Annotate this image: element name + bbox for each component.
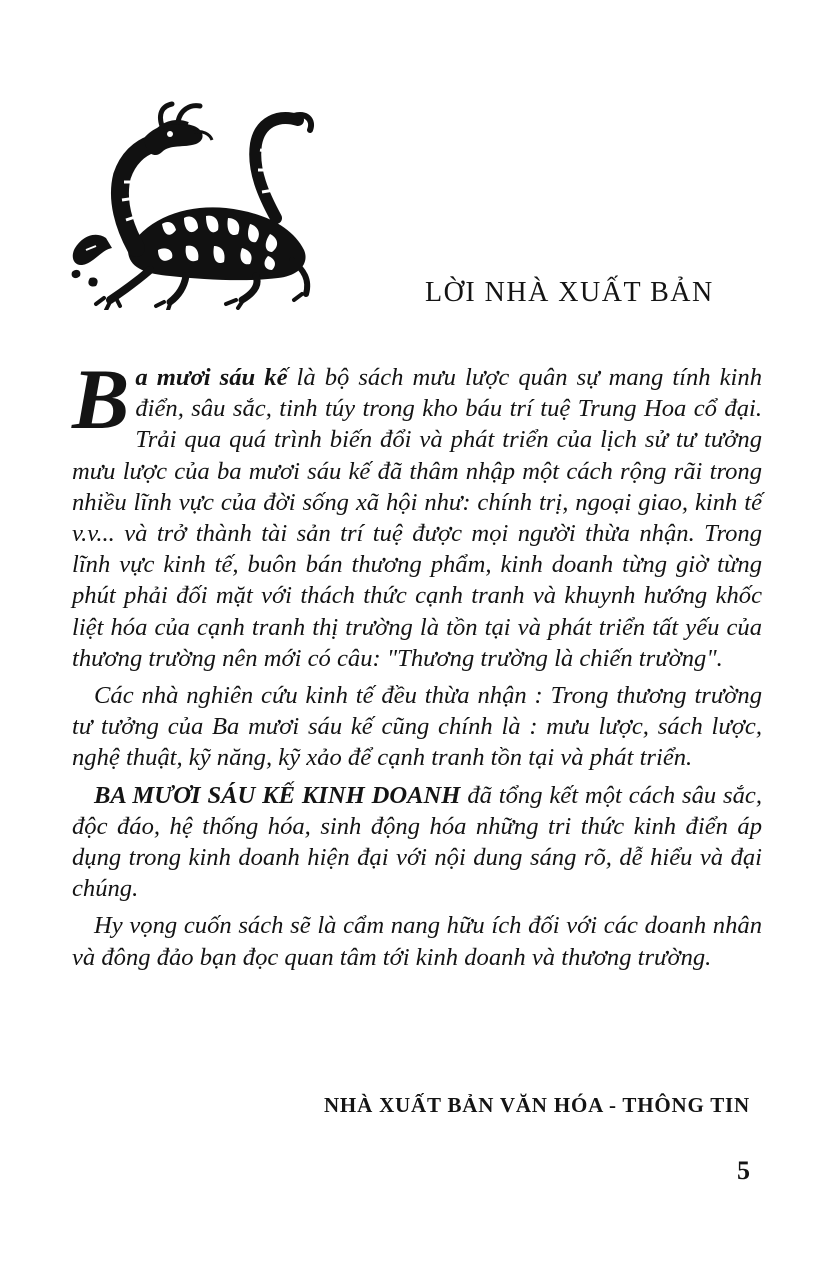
book-title-lead: BA MƯƠI SÁU KẾ KINH DOANH xyxy=(94,781,461,809)
book-title-lead: a mươi sáu kế xyxy=(135,364,288,391)
paragraph-text: là bộ sách mưu lược quân sự mang tính kinh điển, sâu sắc, tinh túy trong kho báu trí tuệ Trung Hoa cổ đại. Trải qua quá trình biến đổi và phát triển của lịch sử tư tưởng mưu lược của ba mươi sáu kế đã thâm nhập một cách rộng rãi trong nhiều lĩnh vực của đời sống xã hội như: chính trị, ngoại giao, kinh tế v.v... và trở thành tài sản trí tuệ được mọi người thừa nhận. Trong lĩnh vực kinh tế, buôn bán thương phẩm, kinh doanh từng giờ từng phút phải đối mặt với thách thức cạnh tranh và khuynh hướng khốc liệt hóa của cạnh tranh thị trường là tồn tại và phát triển tất yếu của thương trường nên mới có câu: "Thương trường là chiến trường". xyxy=(72,364,762,672)
paragraph-text: Hy vọng cuốn sách sẽ là cẩm nang hữu ích đối với các doanh nhân và đông đảo bạn đọc quan tâm tới kinh doanh và thương trường. xyxy=(72,912,762,971)
paragraph-intro xyxy=(72,351,762,674)
dragon-woodcut-icon xyxy=(66,100,322,310)
page-number: 5 xyxy=(737,1156,750,1185)
paragraph-hope xyxy=(72,910,762,972)
paragraph-text: đã tổng kết một cách sâu sắc, độc đáo, hệ thống hóa, sinh động hóa những tri thức kinh điển áp dụng trong kinh doanh hiện đại với nội dung sáng rõ, dễ hiểu và đại chúng. xyxy=(72,781,762,903)
preface-body xyxy=(72,351,762,979)
paragraph-researchers xyxy=(72,680,762,774)
drop-cap: B xyxy=(72,351,130,447)
paragraph-text: Các nhà nghiên cứu kinh tế đều thừa nhận : Trong thương trường tư tưởng của Ba mươi sáu kế cũng chính là : mưu lược, sách lược, nghệ thuật, kỹ năng, kỹ xảo để cạnh tranh tồn tại và phát triển. xyxy=(72,682,762,772)
page-title: LỜI NHÀ XUẤT BẢN xyxy=(425,277,714,308)
paragraph-summary xyxy=(72,780,762,905)
publisher-signature: NHÀ XUẤT BẢN VĂN HÓA - THÔNG TIN xyxy=(323,1093,750,1117)
